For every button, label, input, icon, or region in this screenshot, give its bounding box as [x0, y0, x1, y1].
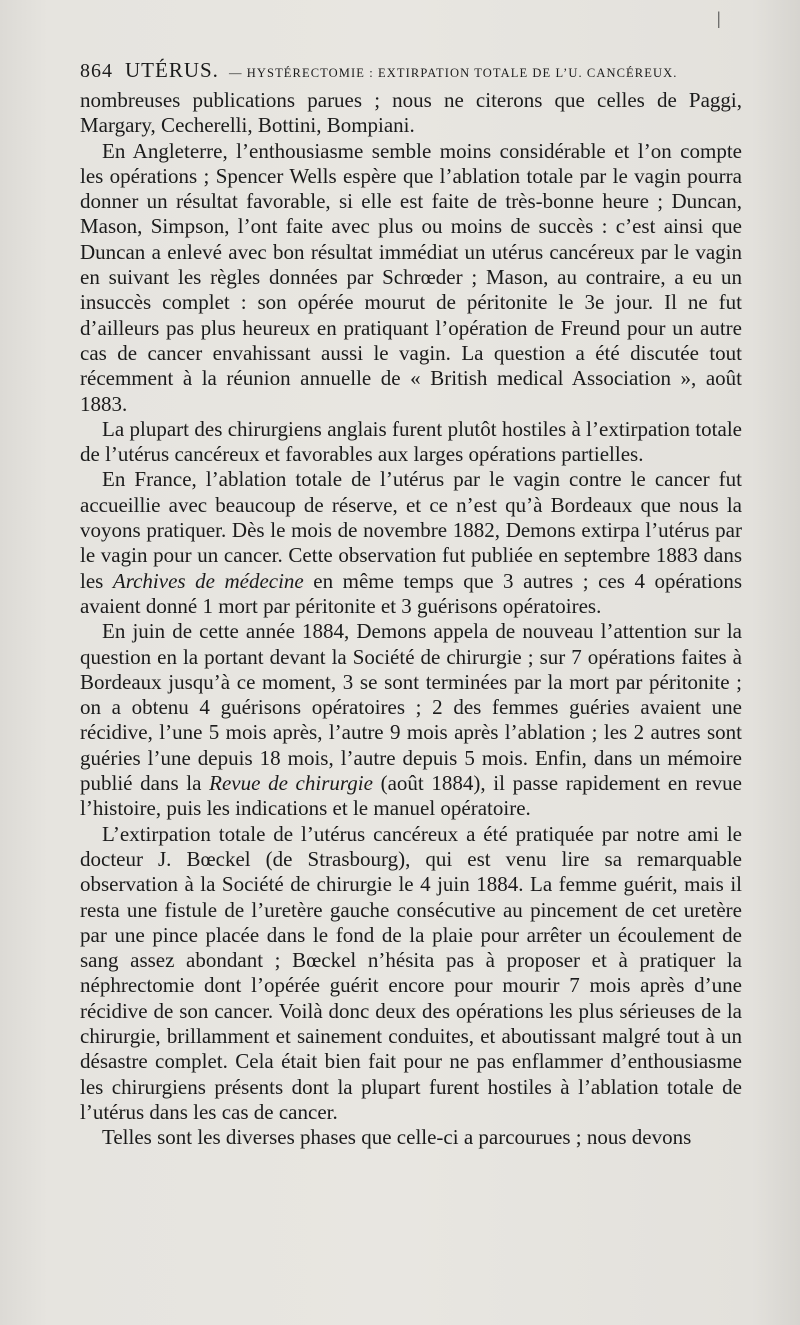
text-segment: nombreuses publications parues ; nous ne citerons que celles de Paggi, Margary, Cecherelli, Bottini, Bompiani. — [80, 88, 742, 138]
paragraph — [80, 619, 742, 821]
italic-title: Revue de chirurgie — [209, 771, 373, 796]
paragraph — [80, 1125, 742, 1150]
text-segment: Telles sont les diverses phases que celle-ci a parcourues ; nous devons — [102, 1125, 692, 1150]
text-segment: En juin de cette année 1884, Demons appela de nouveau l’attention sur la question en la portant devant la Société de chirurgie ; sur 7 opérations faites à Bordeaux jusqu’à ce moment, 3 se sont terminées par la mort par péritonite ; on a obtenu 4 guérisons opératoires ; 2 des femmes guéries avaient une récidive, l’une 5 mois après, l’autre 9 mois après l’ablation ; les 2 autres sont guéries l’une depuis 18 mois, l’autre depuis 5 mois. Enfin, dans un mémoire publié dans la — [80, 619, 742, 796]
text-segment: En Angleterre, l’enthousiasme semble moins considérable et l’on compte les opérations ; Spencer Wells espère que l’ablation totale par le vagin pourra donner un résultat favorable, si elle est faite de très-bonne heure ; Duncan, Mason, Simpson, l’ont faite avec plus ou moins de succès : c’est ainsi que Duncan a enlevé avec bon résultat immédiat un utérus cancéreux par le vagin en suivant les règles données par Schrœder ; Mason, au contraire, a eu un insuccès complet : son opérée mourut de péritonite le 3e jour. Il ne fut d’ailleurs pas plus heureux en pratiquant l’opération de Freund pour un autre cas de cancer envahissant aussi le vagin. La question a été discutée tout récemment à la réunion annuelle de « British medical Association », août 1883. — [80, 138, 742, 416]
running-title: UTÉRUS. — [125, 58, 219, 82]
text-segment: En France, l’ablation totale de l’utérus par le vagin contre le cancer fut accueillie avec beaucoup de réserve, et ce n’est qu’à Bordeaux que nous la voyons pratiquer. Dès le mois de novembre 1882, Demons extirpa l’utérus par le vagin pour un cancer. Cette observation fut publiée en septembre 1883 dans les — [80, 467, 742, 593]
page-number: 864 — [80, 60, 113, 82]
paragraph — [80, 822, 742, 1126]
margin-mark: | — [717, 8, 721, 28]
running-subtitle: — HYSTÉRECTOMIE : EXTIRPATION TOTALE DE L’U. CANCÉREUX. — [228, 66, 678, 80]
text-segment: (août 1884), il passe rapidement en revue l’histoire, puis les indications et le manuel opératoire. — [80, 771, 743, 821]
paragraph — [80, 467, 742, 619]
paragraph — [80, 139, 742, 417]
italic-title: Archives de médecine — [112, 568, 304, 593]
text-segment: L’extirpation totale de l’utérus cancéreux a été pratiquée par notre ami le docteur J. Bœckel (de Strasbourg), qui est venu lire sa remarquable observation à la Société de chirurgie le 4 juin 1884. La femme guérit, mais il resta une fistule de l’uretère gauche consécutive au pincement de cet uretère par une pince placée dans le fond de la plaie pour arrêter un écoulement de sang assez abondant ; Bœckel n’hésita pas à proposer et à pratiquer la néphrectomie dont l’opérée guérit encore pour mourir 7 mois après d’une récidive de son cancer. Voilà donc deux des opérations les plus sérieuses de la chirurgie, brillamment et sainement conduites, et aboutissant malgré tout à un désastre complet. Cela était bien fait pour ne pas enflammer d’enthousiasme les chirurgiens présents dont la plupart furent hostiles à l’ablation totale de l’utérus dans les cas de cancer. — [80, 821, 742, 1124]
text-segment: en même temps que 3 autres ; ces 4 opérations avaient donné 1 mort par péritonite et 3 guérisons opératoires. — [80, 568, 743, 618]
running-header — [80, 58, 740, 83]
paragraph — [80, 417, 742, 468]
body-text — [80, 88, 742, 1150]
paragraph — [80, 88, 742, 139]
text-segment: La plupart des chirurgiens anglais furent plutôt hostiles à l’extirpation totale de l’utérus cancéreux et favorables aux larges opérations partielles. — [80, 416, 742, 467]
